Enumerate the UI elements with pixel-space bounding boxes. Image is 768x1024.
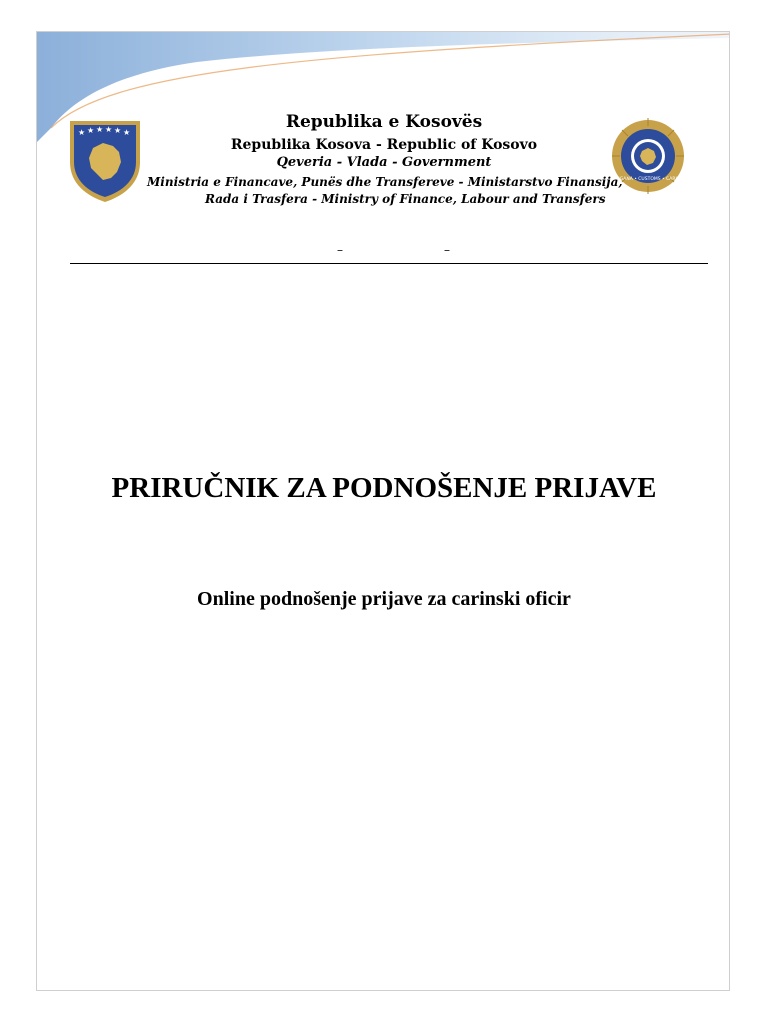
svg-text:★: ★ <box>96 125 104 134</box>
letterhead-ministry-line1: Ministria e Financave, Punës dhe Transfereve - Ministarstvo Finansija, <box>147 175 623 189</box>
letterhead-country: Republika e Kosovës <box>285 112 483 132</box>
svg-text:★: ★ <box>87 126 95 135</box>
document-title: PRIRUČNIK ZA PODNOŠENJE PRIJAVE <box>111 472 657 504</box>
letterhead-country-translations: Republika Kosova - Republic of Kosovo <box>230 137 538 153</box>
letterhead-ministry-line2: Rada i Trasfera - Ministry of Finance, Labour and Transfers <box>205 192 606 206</box>
svg-text:★: ★ <box>123 128 131 137</box>
letterhead-dash-right: – <box>444 243 450 257</box>
letterhead-dash-left: – <box>337 243 343 257</box>
document-subtitle: Online podnošenje prijave za carinski oficir <box>197 588 571 610</box>
seal-text: DOGANA • CUSTOMS • CARINA <box>612 177 684 182</box>
svg-text:★: ★ <box>114 126 122 135</box>
svg-text:★: ★ <box>105 125 113 134</box>
document-page <box>36 31 730 991</box>
svg-text:★: ★ <box>78 128 86 137</box>
letterhead-government: Qeveria - Vlada - Government <box>276 155 492 170</box>
letterhead-divider <box>70 263 708 264</box>
